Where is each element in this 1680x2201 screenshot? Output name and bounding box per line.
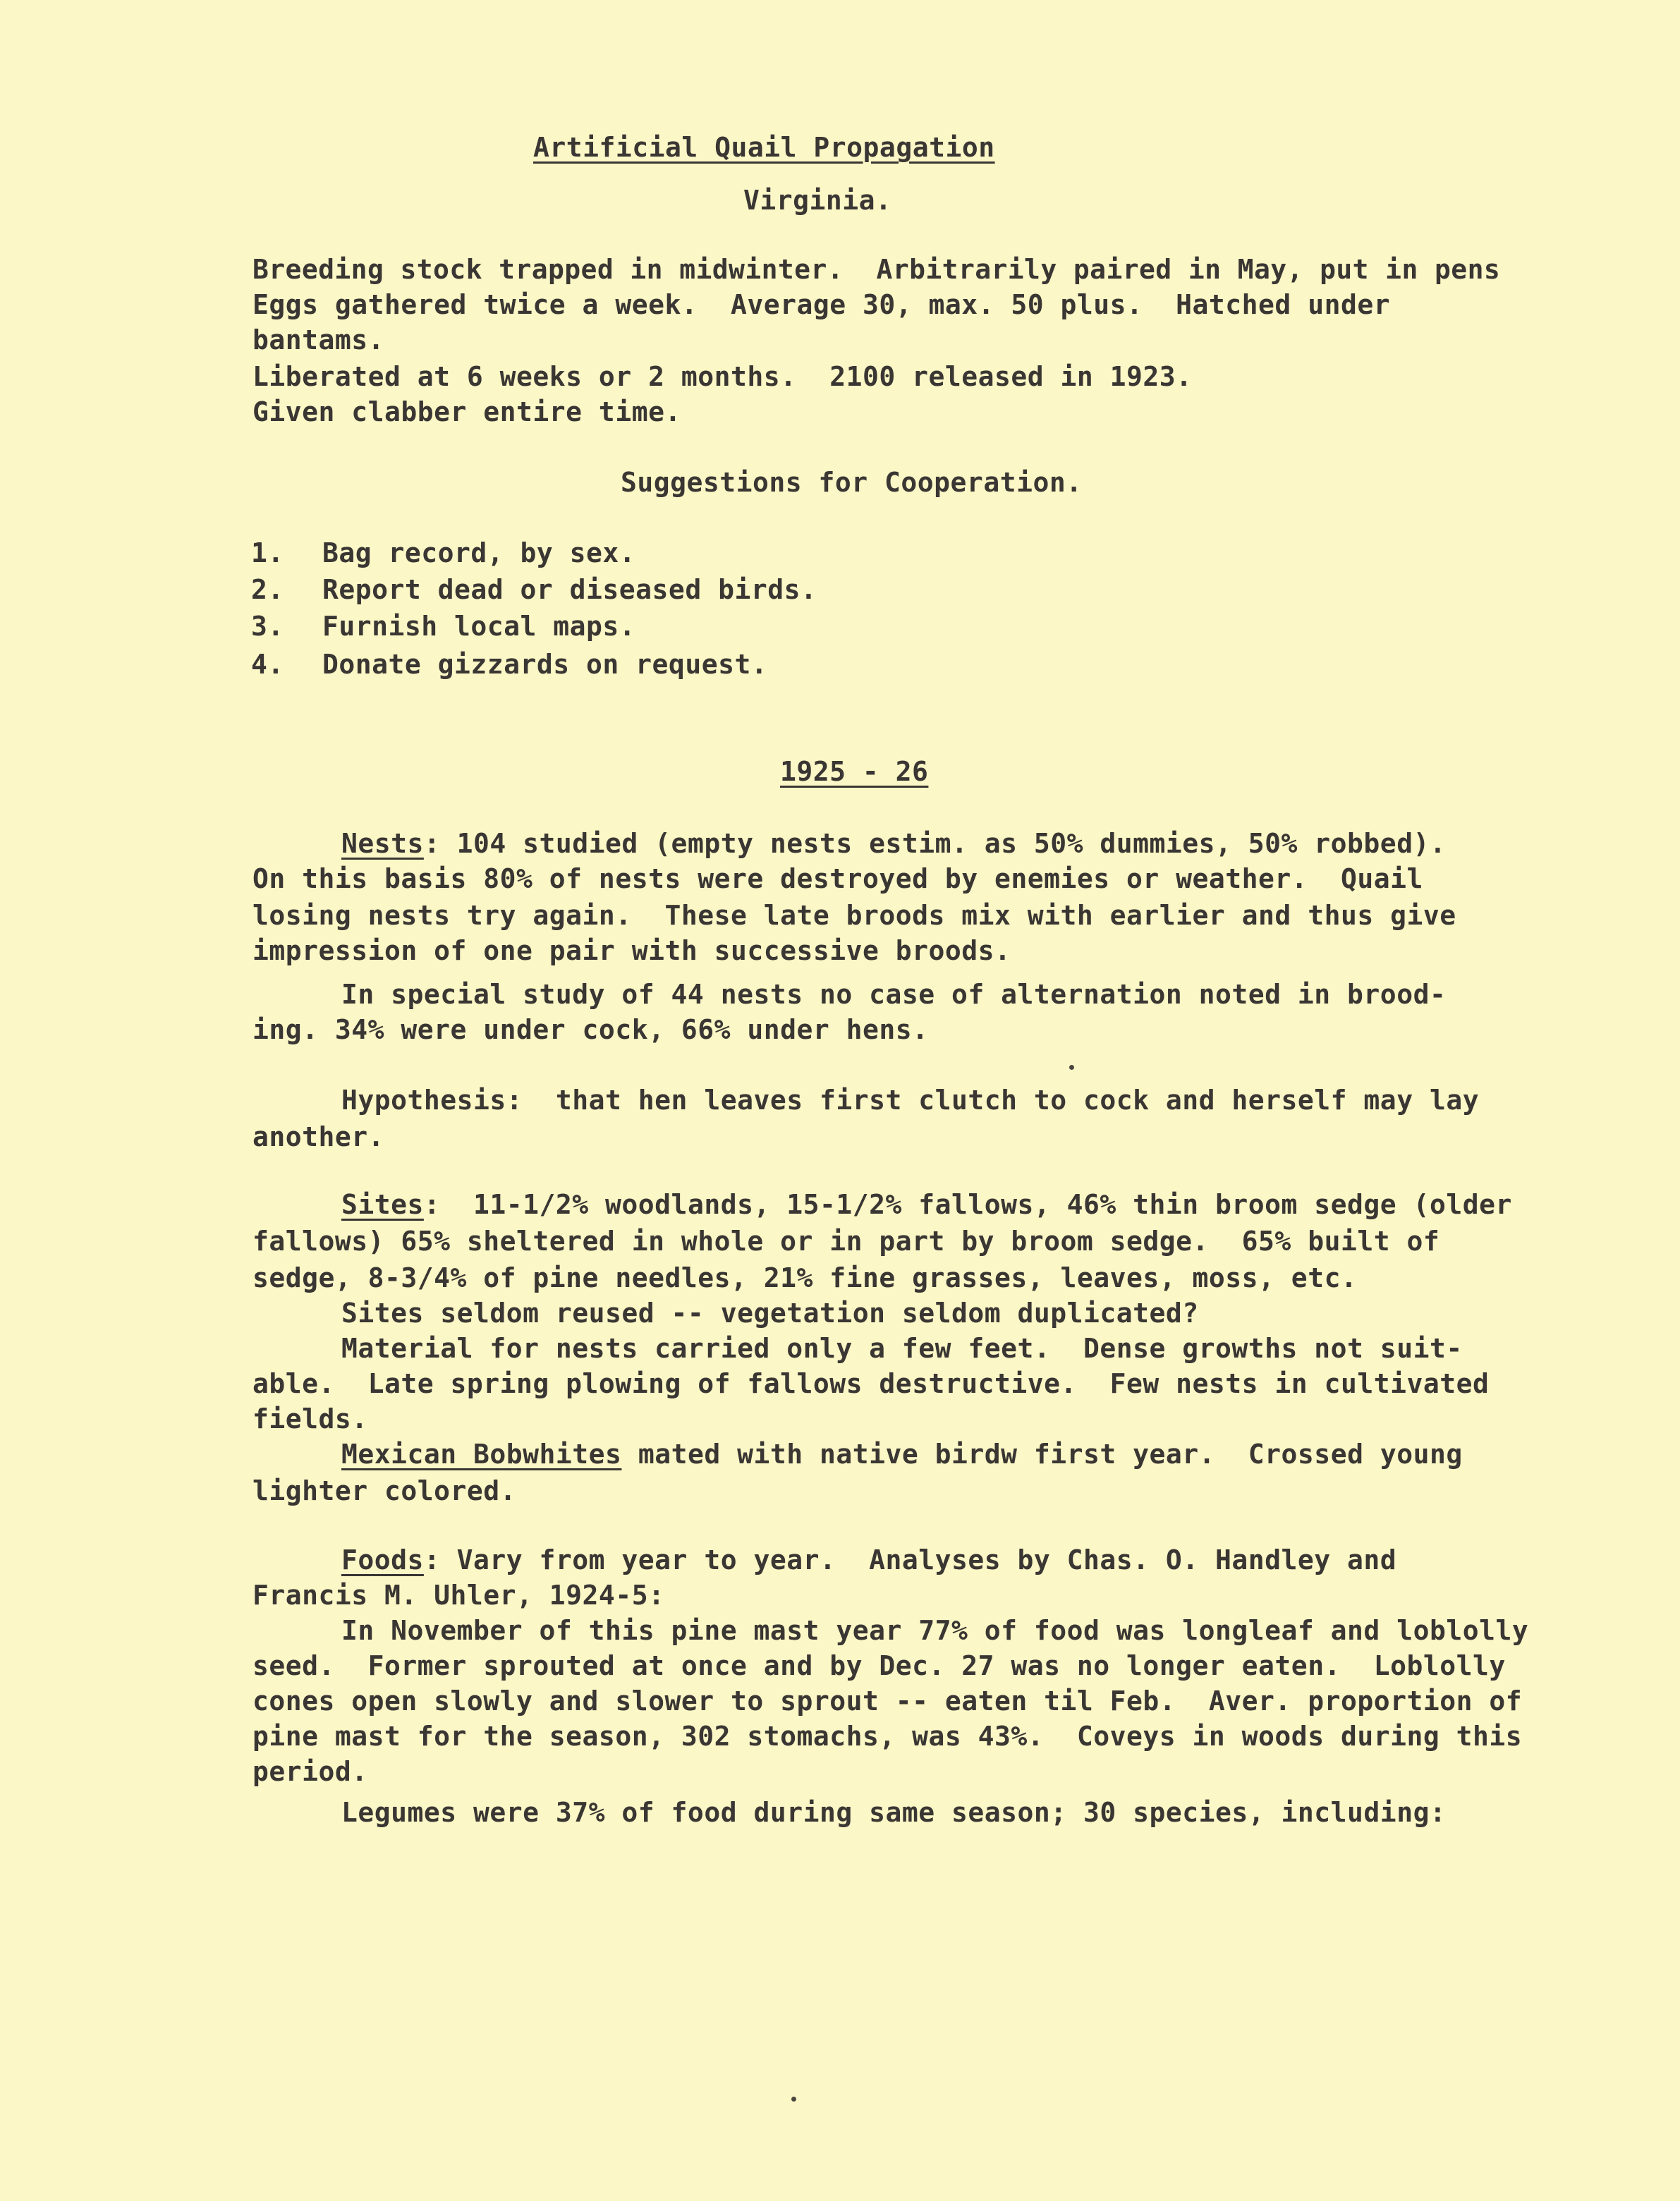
page-title: Artificial Quail Propagation xyxy=(533,132,995,163)
nests-label: Nests xyxy=(341,828,424,859)
paragraph-line: In November of this pine mast year 77% of food was longleaf and loblolly xyxy=(341,1615,1529,1646)
list-item-number: 3. xyxy=(251,611,284,642)
paragraph-line: Material for nests carried only a few feet. Dense growths not suit- xyxy=(341,1333,1463,1364)
paragraph-line: Francis M. Uhler, 1924-5: xyxy=(252,1580,665,1611)
paragraph-line: impression of one pair with successive broods. xyxy=(252,935,1011,966)
intro-line: Breeding stock trapped in midwinter. Arbitrarily paired in May, put in pens xyxy=(252,254,1501,285)
foods-text: : Vary from year to year. Analyses by Chas. O. Handley and xyxy=(423,1544,1397,1575)
paragraph-line: pine mast for the season, 302 stomachs, was 43%. Coveys in woods during this xyxy=(252,1721,1523,1752)
paragraph-line: In special study of 44 nests no case of alternation noted in brood- xyxy=(341,979,1447,1010)
paragraph-line: another. xyxy=(252,1121,385,1152)
paragraph-line: fields. xyxy=(252,1403,368,1434)
mexican-text: mated with native birdw first year. Crossed young xyxy=(621,1439,1463,1470)
intro-line: bantams. xyxy=(252,324,385,355)
list-item-text: Bag record, by sex. xyxy=(322,537,636,568)
intro-line: Given clabber entire time. xyxy=(252,396,681,427)
paragraph-line: period. xyxy=(252,1756,368,1787)
paragraph-line xyxy=(341,1187,1512,1222)
mexican-label: Mexican Bobwhites xyxy=(341,1439,622,1470)
intro-line: Liberated at 6 weeks or 2 months. 2100 released in 1923. xyxy=(252,361,1193,392)
paragraph-line: ing. 34% were under cock, 66% under hens. xyxy=(252,1014,929,1045)
year-heading: 1925 - 26 xyxy=(780,756,929,787)
paragraph-line: sedge, 8-3/4% of pine needles, 21% fine grasses, leaves, moss, etc. xyxy=(252,1262,1358,1293)
paragraph-line: cones open slowly and slower to sprout -- eaten til Feb. Aver. proportion of xyxy=(252,1685,1523,1717)
paragraph-line xyxy=(341,1437,1463,1472)
paragraph-line xyxy=(341,826,1446,861)
paragraph-line: Legumes were 37% of food during same season; 30 species, including: xyxy=(341,1797,1447,1828)
list-item-number: 4. xyxy=(251,649,284,680)
suggestions-heading: Suggestions for Cooperation. xyxy=(621,467,1083,498)
paragraph-line: lighter colored. xyxy=(252,1475,517,1506)
list-item-text: Furnish local maps. xyxy=(322,611,636,642)
page-subtitle: Virginia. xyxy=(743,185,892,216)
sites-label: Sites xyxy=(341,1189,424,1220)
sites-text: : 11-1/2% woodlands, 15-1/2% fallows, 46% thin broom sedge (older xyxy=(423,1189,1512,1220)
nests-text: : 104 studied (empty nests estim. as 50% dummies, 50% robbed). xyxy=(423,828,1447,859)
list-item-number: 2. xyxy=(251,574,284,605)
paragraph-line: Hypothesis: that hen leaves first clutch to cock and herself may lay xyxy=(341,1085,1480,1116)
paragraph-line xyxy=(341,1542,1396,1578)
list-item-text: Donate gizzards on request. xyxy=(322,649,768,680)
foods-label: Foods xyxy=(341,1544,424,1575)
paragraph-line: seed. Former sprouted at once and by Dec. 27 was no longer eaten. Loblolly xyxy=(252,1650,1506,1681)
ink-speck xyxy=(1069,1065,1074,1070)
list-item-text: Report dead or diseased birds. xyxy=(322,574,817,605)
paragraph-line: On this basis 80% of nests were destroyed by enemies or weather. Quail xyxy=(252,863,1423,894)
intro-line: Eggs gathered twice a week. Average 30, max. 50 plus. Hatched under xyxy=(252,289,1391,320)
list-item-number: 1. xyxy=(251,537,284,568)
paragraph-line: Sites seldom reused -- vegetation seldom duplicated? xyxy=(341,1298,1199,1329)
paragraph-line: able. Late spring plowing of fallows destructive. Few nests in cultivated xyxy=(252,1368,1490,1399)
paragraph-line: fallows) 65% sheltered in whole or in part by broom sedge. 65% built of xyxy=(252,1226,1440,1257)
ink-speck xyxy=(791,2097,796,2102)
paragraph-line: losing nests try again. These late broods mix with earlier and thus give xyxy=(252,900,1456,931)
